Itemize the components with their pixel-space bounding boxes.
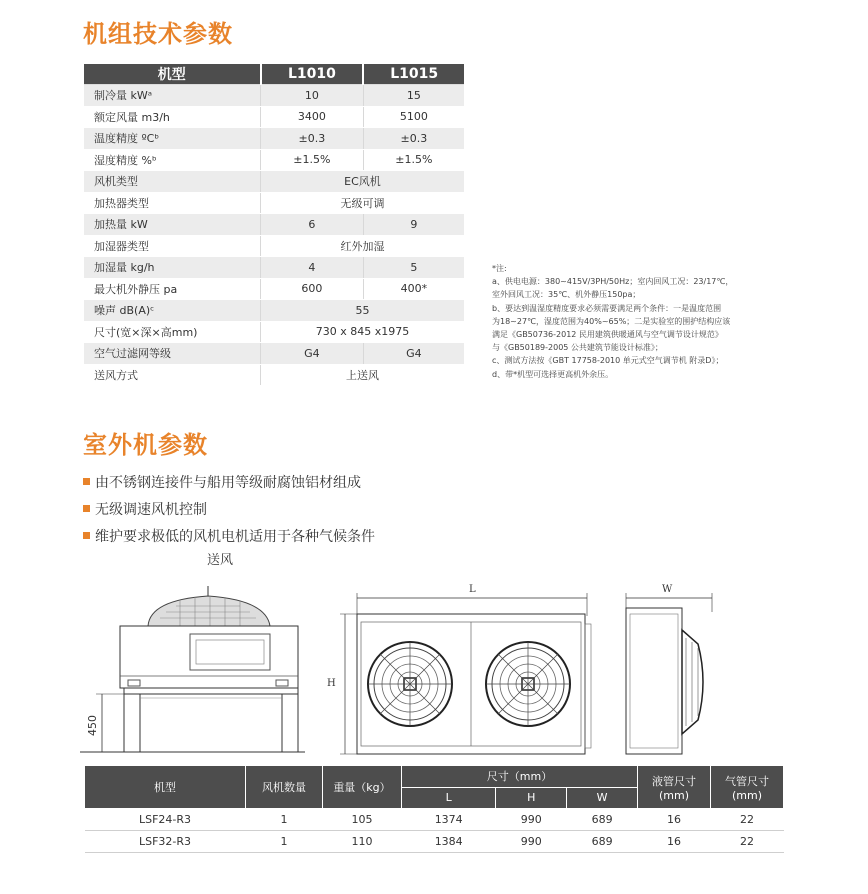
fan-left-icon bbox=[368, 642, 452, 726]
spec-value: 6 bbox=[261, 214, 364, 236]
spec-value: ±0.3 bbox=[363, 128, 464, 150]
spec-label: 尺寸(宽×深×高mm) bbox=[84, 321, 261, 343]
bullet-square-icon bbox=[83, 532, 90, 539]
spec-label: 送风方式 bbox=[84, 364, 261, 386]
supply-air-label: 送风 bbox=[207, 553, 234, 568]
col-header-weight: 重量（kg） bbox=[323, 766, 402, 809]
col-header-fans: 风机数量 bbox=[246, 766, 323, 809]
spec-value: 9 bbox=[363, 214, 464, 236]
liquid-unit: (mm) bbox=[658, 788, 689, 802]
table-row bbox=[85, 831, 784, 853]
height-450-label: 450 bbox=[86, 715, 99, 736]
spec-value: 10 bbox=[261, 85, 364, 107]
spec-row bbox=[84, 235, 464, 257]
unit-spec-table bbox=[84, 64, 464, 386]
bullet-square-icon bbox=[83, 478, 90, 485]
cell-H: 990 bbox=[496, 831, 567, 853]
spec-notes bbox=[492, 262, 762, 381]
feature-list bbox=[83, 468, 375, 549]
spec-label: 加湿量 kg/h bbox=[84, 257, 261, 279]
note-line: 满足《GB50736-2012 民用建筑供暖通风与空气调节设计规范》 bbox=[492, 330, 723, 340]
note-line: b、要达到温湿度精度要求必须需要满足两个条件：一是温度范围 bbox=[492, 303, 722, 313]
spec-value: 55 bbox=[261, 300, 465, 322]
spec-value: 730 x 845 x1975 bbox=[261, 321, 465, 343]
feature-text: 由不锈钢连接件与船用等级耐腐蚀铝材组成 bbox=[95, 474, 361, 491]
col-header-model: 机型 bbox=[85, 766, 246, 809]
section-title-unit-specs: 机组技术参数 bbox=[83, 20, 233, 48]
spec-row bbox=[84, 214, 464, 236]
spec-value: 上送风 bbox=[261, 364, 465, 386]
section-title-outdoor-unit: 室外机参数 bbox=[83, 431, 208, 459]
col-header-model: 机型 bbox=[84, 64, 261, 85]
spec-label: 额定风量 m3/h bbox=[84, 106, 261, 128]
cell-gas: 22 bbox=[711, 831, 784, 853]
list-item bbox=[83, 468, 375, 495]
cell-weight: 105 bbox=[323, 809, 402, 831]
cell-liquid: 16 bbox=[638, 831, 711, 853]
note-line: 为18~27℃，湿度范围为40%~65%；二是实验室的围护结构应该 bbox=[492, 316, 731, 326]
col-header-l1010: L1010 bbox=[261, 64, 364, 85]
bullet-square-icon bbox=[83, 505, 90, 512]
col-header-liquid bbox=[638, 766, 711, 809]
spec-value: 5100 bbox=[363, 106, 464, 128]
spec-value: ±1.5% bbox=[363, 149, 464, 171]
spec-label: 风机类型 bbox=[84, 171, 261, 193]
spec-row bbox=[84, 278, 464, 300]
liquid-title: 液管尺寸 bbox=[652, 774, 696, 788]
spec-value: 红外加湿 bbox=[261, 235, 465, 257]
spec-row bbox=[84, 343, 464, 365]
spec-row bbox=[84, 85, 464, 107]
height-H-label: H bbox=[327, 678, 336, 689]
list-item bbox=[83, 495, 375, 522]
spec-value: 400* bbox=[363, 278, 464, 300]
gas-title: 气管尺寸 bbox=[725, 774, 769, 788]
spec-row bbox=[84, 106, 464, 128]
spec-value: G4 bbox=[261, 343, 364, 365]
col-header-gas bbox=[711, 766, 784, 809]
spec-row bbox=[84, 321, 464, 343]
spec-label: 制冷量 kWᵃ bbox=[84, 85, 261, 107]
spec-label: 加湿器类型 bbox=[84, 235, 261, 257]
spec-value: 3400 bbox=[261, 106, 364, 128]
note-line: a、供电电源：380~415V/3PH/50Hz；室内回风工况：23/17℃， bbox=[492, 277, 734, 287]
note-line: 室外回风工况：35℃、机外静压150pa； bbox=[492, 290, 641, 300]
spec-label: 加热器类型 bbox=[84, 192, 261, 214]
spec-value: ±0.3 bbox=[261, 128, 364, 150]
fan-right-icon bbox=[486, 642, 570, 726]
spec-value: 无级可调 bbox=[261, 192, 465, 214]
note-line: d、带*机型可选择更高机外余压。 bbox=[492, 369, 614, 379]
gas-unit: (mm) bbox=[731, 788, 762, 802]
spec-row bbox=[84, 128, 464, 150]
spec-row bbox=[84, 300, 464, 322]
cell-gas: 22 bbox=[711, 809, 784, 831]
width-W-label: W bbox=[662, 584, 673, 595]
cell-W: 689 bbox=[567, 809, 638, 831]
table-row bbox=[85, 809, 784, 831]
spec-label: 加热量 kW bbox=[84, 214, 261, 236]
spec-row bbox=[84, 171, 464, 193]
note-line: 与《GB50189-2005 公共建筑节能设计标准》； bbox=[492, 343, 663, 353]
col-header-L: L bbox=[402, 787, 496, 809]
spec-value: 600 bbox=[261, 278, 364, 300]
cell-liquid: 16 bbox=[638, 809, 711, 831]
spec-row bbox=[84, 149, 464, 171]
spec-value: 15 bbox=[363, 85, 464, 107]
col-header-l1015: L1015 bbox=[363, 64, 464, 85]
feature-text: 无级调速风机控制 bbox=[95, 501, 207, 518]
spec-label: 温度精度 ºCᵇ bbox=[84, 128, 261, 150]
cell-weight: 110 bbox=[323, 831, 402, 853]
cell-L: 1374 bbox=[402, 809, 496, 831]
list-item bbox=[83, 522, 375, 549]
spec-label: 最大机外静压 pa bbox=[84, 278, 261, 300]
spec-value: G4 bbox=[363, 343, 464, 365]
note-line: *注: bbox=[492, 264, 507, 273]
cell-model: LSF24-R3 bbox=[85, 809, 246, 831]
spec-value: ±1.5% bbox=[261, 149, 364, 171]
spec-row bbox=[84, 364, 464, 386]
feature-text: 维护要求极低的风机电机适用于各种气候条件 bbox=[95, 528, 375, 545]
spec-label: 湿度精度 %ᵇ bbox=[84, 149, 261, 171]
side-profile-drawing bbox=[612, 578, 717, 760]
cell-H: 990 bbox=[496, 809, 567, 831]
cell-L: 1384 bbox=[402, 831, 496, 853]
length-L-label: L bbox=[469, 584, 476, 595]
col-header-W: W bbox=[567, 787, 638, 809]
col-header-H: H bbox=[496, 787, 567, 809]
spec-value: 5 bbox=[363, 257, 464, 279]
spec-value: 4 bbox=[261, 257, 364, 279]
spec-header-row bbox=[84, 64, 464, 85]
spec-row bbox=[84, 192, 464, 214]
cell-model: LSF32-R3 bbox=[85, 831, 246, 853]
spec-label: 噪声 dB(A)ᶜ bbox=[84, 300, 261, 322]
lsf-header-row bbox=[85, 766, 784, 788]
outdoor-unit-table bbox=[84, 765, 784, 853]
note-line: c、测试方法按《GBT 17758-2010 单元式空气调节机 附录D》； bbox=[492, 356, 724, 366]
col-header-size: 尺寸（mm） bbox=[402, 766, 638, 788]
spec-label: 空气过滤网等级 bbox=[84, 343, 261, 365]
spec-row bbox=[84, 257, 464, 279]
cell-W: 689 bbox=[567, 831, 638, 853]
cell-fans: 1 bbox=[246, 831, 323, 853]
cell-fans: 1 bbox=[246, 809, 323, 831]
side-view-drawing bbox=[80, 548, 305, 760]
front-view-drawing bbox=[325, 578, 605, 760]
spec-value: EC风机 bbox=[261, 171, 465, 193]
